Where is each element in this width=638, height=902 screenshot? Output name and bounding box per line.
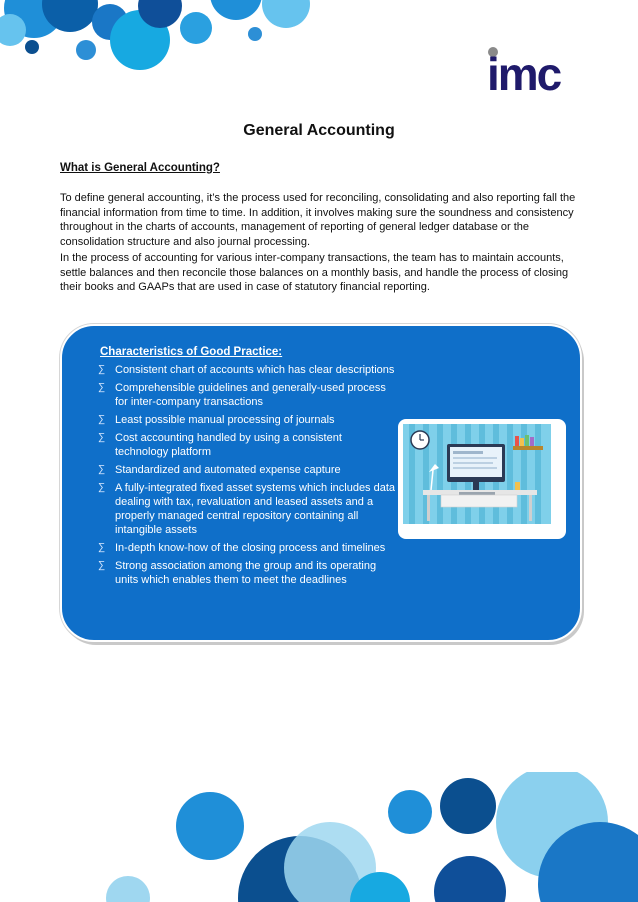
sigma-bullet-icon: ∑ [98, 464, 106, 475]
paragraph-definition: To define general accounting, it’s the process used for reconciling, consolidating and also reporting fall the financial information from time to time. In addition, it involves making sure the soundness and consistency throughout in the charts of accounts, management of reporting of general ledger database or the consolidation structure and also journal processing. [60, 192, 576, 248]
sigma-bullet-icon: ∑ [98, 382, 106, 393]
sigma-bullet-icon: ∑ [98, 432, 106, 443]
practices-heading: Characteristics of Good Practice: [100, 346, 283, 358]
practice-text: Cost accounting handled by using a consistent technology platform [115, 432, 342, 458]
list-item [96, 481, 396, 537]
practice-text: In-depth know-how of the closing process and timelines [115, 542, 386, 554]
list-item [96, 541, 396, 555]
practice-text: Standardized and automated expense capture [115, 464, 341, 476]
paragraph-process: In the process of accounting for various inter-company transactions, the team has to maintain accounts, settle balances and then reconcile those balances on a monthly basis, and handle the process of closing their books and GAAPs that are used in case of statutory financial reporting. [60, 252, 569, 293]
list-item [96, 559, 396, 587]
document-title: General Accounting [243, 122, 395, 139]
section-heading: What is General Accounting? [60, 162, 220, 174]
office-desk-illustration [398, 419, 566, 539]
practices-panel [60, 324, 582, 642]
practices-list [96, 363, 396, 591]
sigma-bullet-icon: ∑ [98, 542, 106, 553]
list-item [96, 363, 396, 377]
practice-text: Least possible manual processing of journals [115, 414, 335, 426]
sigma-bullet-icon: ∑ [98, 482, 106, 493]
desk-scene-icon [403, 424, 551, 524]
practice-text: Comprehensible guidelines and generally-used process for inter-company transactions [115, 382, 386, 408]
list-item [96, 431, 396, 459]
list-item [96, 381, 396, 409]
list-item [96, 413, 396, 427]
sigma-bullet-icon: ∑ [98, 364, 106, 375]
practice-text: Consistent chart of accounts which has clear descriptions [115, 364, 395, 376]
list-item [96, 463, 396, 477]
imc-logo [487, 46, 579, 96]
sigma-bullet-icon: ∑ [98, 414, 106, 425]
svg-text:imc: imc [487, 48, 561, 96]
practice-text: Strong association among the group and its operating units which enables them to meet the deadlines [115, 560, 377, 586]
sigma-bullet-icon: ∑ [98, 560, 106, 571]
decorative-bubbles-bottom [0, 772, 638, 902]
practice-text: A fully-integrated fixed asset systems which includes data dealing with tax, revaluation and leased assets and a properly managed central repository containing all intangible assets [115, 482, 396, 536]
